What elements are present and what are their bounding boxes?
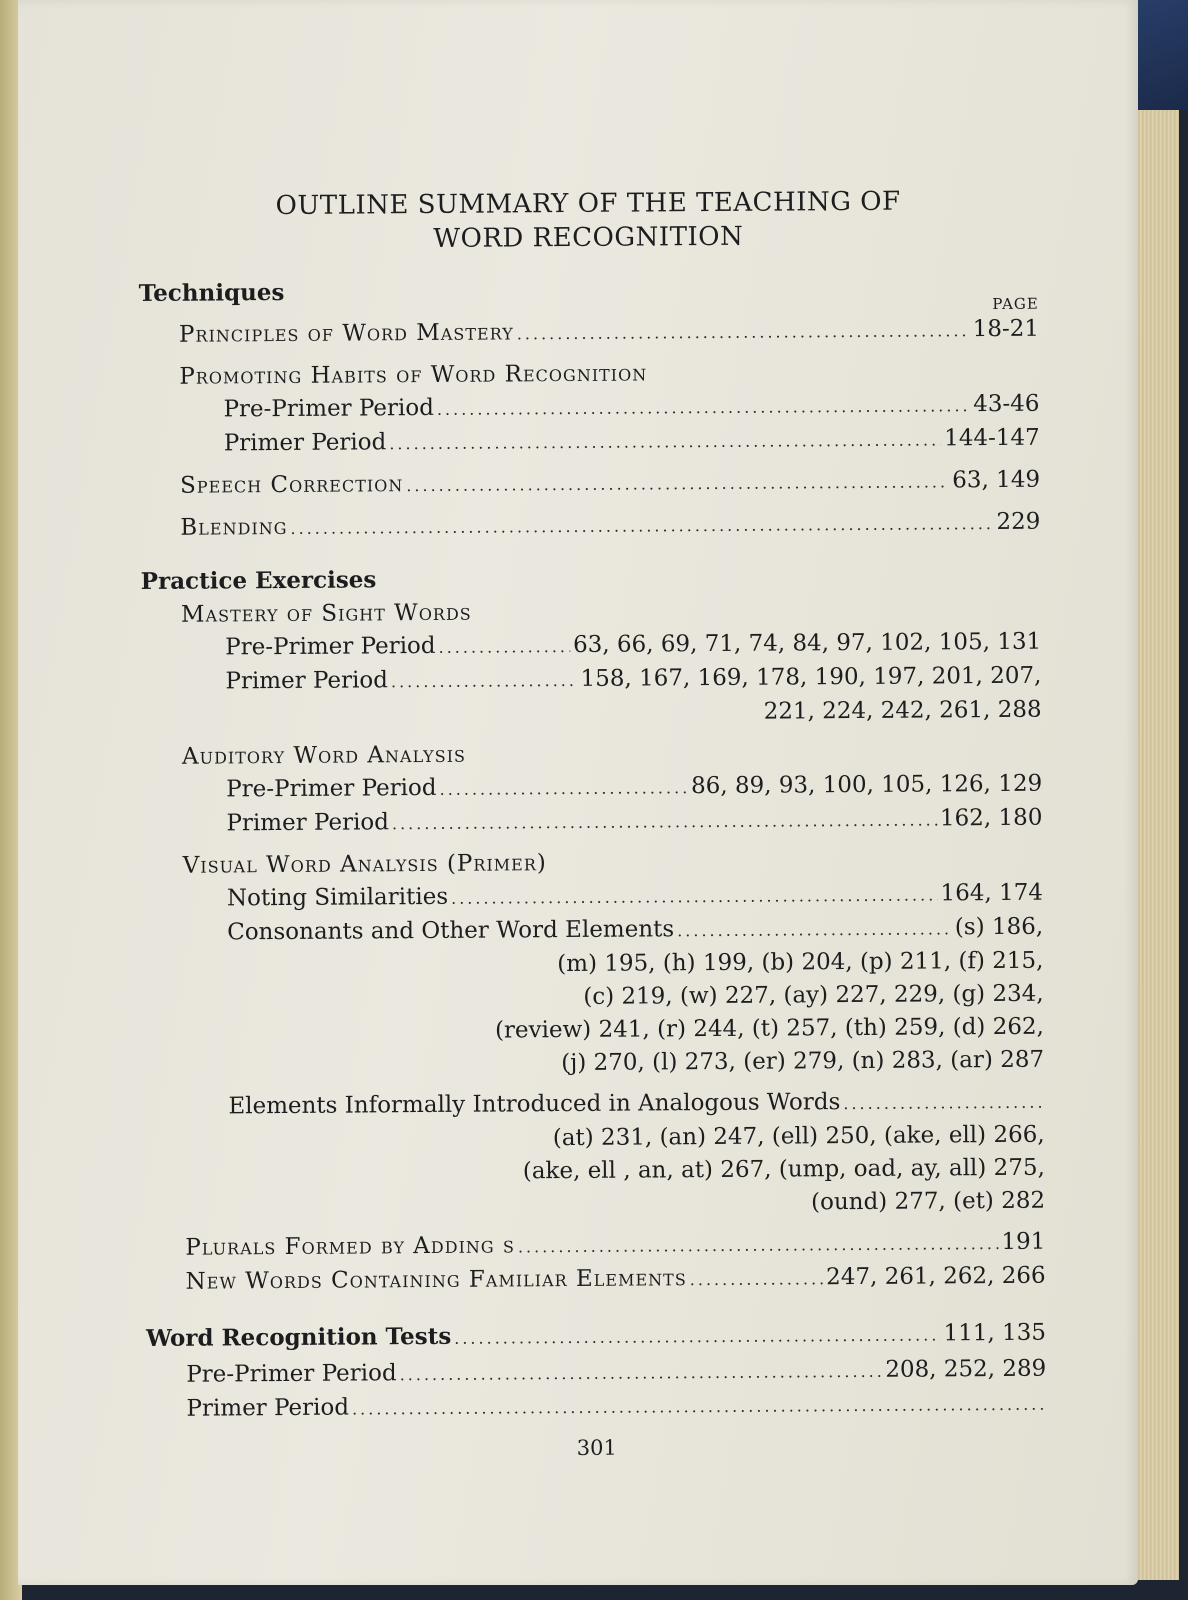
leader-dots [843,1086,1041,1120]
entry-label: Blending [180,513,288,541]
entry-pages: 164, 174 [940,879,1044,907]
entry-informal-cont-2: (ake, ell , an, at) 267, (ump, oad, ay, all) 275, [522,1154,1045,1185]
entry-blending [180,506,1040,546]
leader-dots [406,465,949,502]
leader-dots [400,1355,883,1391]
entry-informal [228,1085,1044,1125]
entry-principles [179,313,1039,353]
entry-sight-preprimer [225,626,1041,666]
entry-consonants-cont-3: (review) 241, (r) 244, (t) 257, (th) 259, (d) 262, [494,1013,1044,1044]
page-column-label: PAGE [992,294,1039,314]
entry-speech [180,464,1040,504]
entry-promoting-primer [224,422,1040,462]
entry-pages: 43-46 [973,390,1040,418]
entry-label: New Words Containing Familiar Elements [185,1265,687,1295]
entry-label: Principles of Word Mastery [178,319,514,348]
entry-label: Noting Similarities [226,883,449,912]
leader-dots [389,423,941,460]
leader-dots [517,314,970,350]
page-number: 301 [576,1435,617,1460]
entry-label: Primer Period [186,1394,350,1422]
entry-pages: 63, 66, 69, 71, 74, 84, 97, 102, 105, 131 [572,628,1042,658]
entry-tests-primer [186,1387,1046,1427]
entry-label: Pre-Primer Period [223,394,435,423]
entry-label: Plurals Formed by Adding s [185,1232,515,1261]
leader-dots [451,878,938,914]
leader-dots [518,1227,999,1263]
entry-pages: 162, 180 [939,804,1043,832]
entry-label: Promoting Habits of Word Recognition [179,360,648,390]
leader-dots [391,664,578,698]
entry-label: Elements Informally Introduced in Analogous Words [228,1089,841,1120]
entry-label: Consonants and Other Word Elements [227,916,675,946]
entry-pages: 18-21 [972,315,1040,343]
title-line-2: WORD RECOGNITION [433,221,744,254]
entry-label: Primer Period [223,429,387,457]
section-practice-heading: Practice Exercises [140,566,377,595]
entry-label: Visual Word Analysis (Primer) [182,850,547,879]
entry-consonants-cont-2: (c) 219, (w) 227, (ay) 227, 229, (g) 234, [583,980,1044,1010]
entry-label: Pre-Primer Period [225,632,436,661]
entry-auditory-primer [226,802,1042,842]
entry-noting [227,877,1043,917]
leader-dots [438,630,570,664]
entry-informal-cont-1: (at) 231, (an) 247, (ell) 250, (ake, ell) 266, [552,1121,1045,1152]
book-page [18,0,1138,1585]
entry-pages: 111, 135 [943,1319,1047,1347]
entry-label: Primer Period [225,667,389,695]
entry-consonants-cont-4: (j) 270, (l) 273, (er) 279, (n) 283, (ar) 287 [561,1046,1045,1077]
entry-pages: 158, 167, 169, 178, 190, 197, 201, 207, [580,662,1042,692]
leader-dots [439,771,688,806]
leader-dots [392,803,937,840]
entry-label: Speech Correction [179,471,404,499]
entry-pages: 86, 89, 93, 100, 105, 126, 129 [690,770,1043,800]
entry-pages: 63, 149 [952,466,1041,494]
entry-consonants [227,911,1043,951]
entry-pages: (s) 186, [954,913,1044,941]
page-title [138,184,1038,258]
section-tests-heading: Word Recognition Tests [145,1322,452,1352]
entry-pages: 247, 261, 262, 266 [826,1262,1046,1291]
title-line-1: OUTLINE SUMMARY OF THE TEACHING OF [275,186,901,222]
entry-pages: 191 [1001,1228,1046,1255]
leader-dots [290,507,993,545]
leader-dots [437,389,971,426]
entry-auditory-preprimer [226,768,1042,808]
entry-label: Auditory Word Analysis [181,741,467,770]
entry-informal-cont-3: (ound) 277, (et) 282 [810,1187,1046,1216]
entry-consonants-cont-1: (m) 195, (h) 199, (b) 204, (p) 211, (f) 215, [557,947,1044,978]
entry-sight-primer [225,660,1041,700]
leader-dots [690,1262,824,1296]
entry-sight-primer-continued: 221, 224, 242, 261, 288 [763,696,1042,725]
leader-dots [352,1388,1044,1426]
entry-pages: 229 [996,508,1041,536]
leader-dots [677,912,952,947]
entry-promoting-preprimer [223,388,1039,428]
entry-label: Pre-Primer Period [226,774,437,803]
entry-label: Mastery of Sight Words [180,599,472,628]
entry-pages: 208, 252, 289 [885,1355,1047,1383]
leader-dots [454,1318,941,1354]
entry-label: Pre-Primer Period [186,1360,397,1388]
entry-label: Primer Period [226,809,390,837]
entry-tests-heading [146,1316,1046,1359]
section-techniques-heading: Techniques [138,278,285,307]
entry-pages: 144-147 [944,424,1040,452]
page-content [138,184,1047,1463]
